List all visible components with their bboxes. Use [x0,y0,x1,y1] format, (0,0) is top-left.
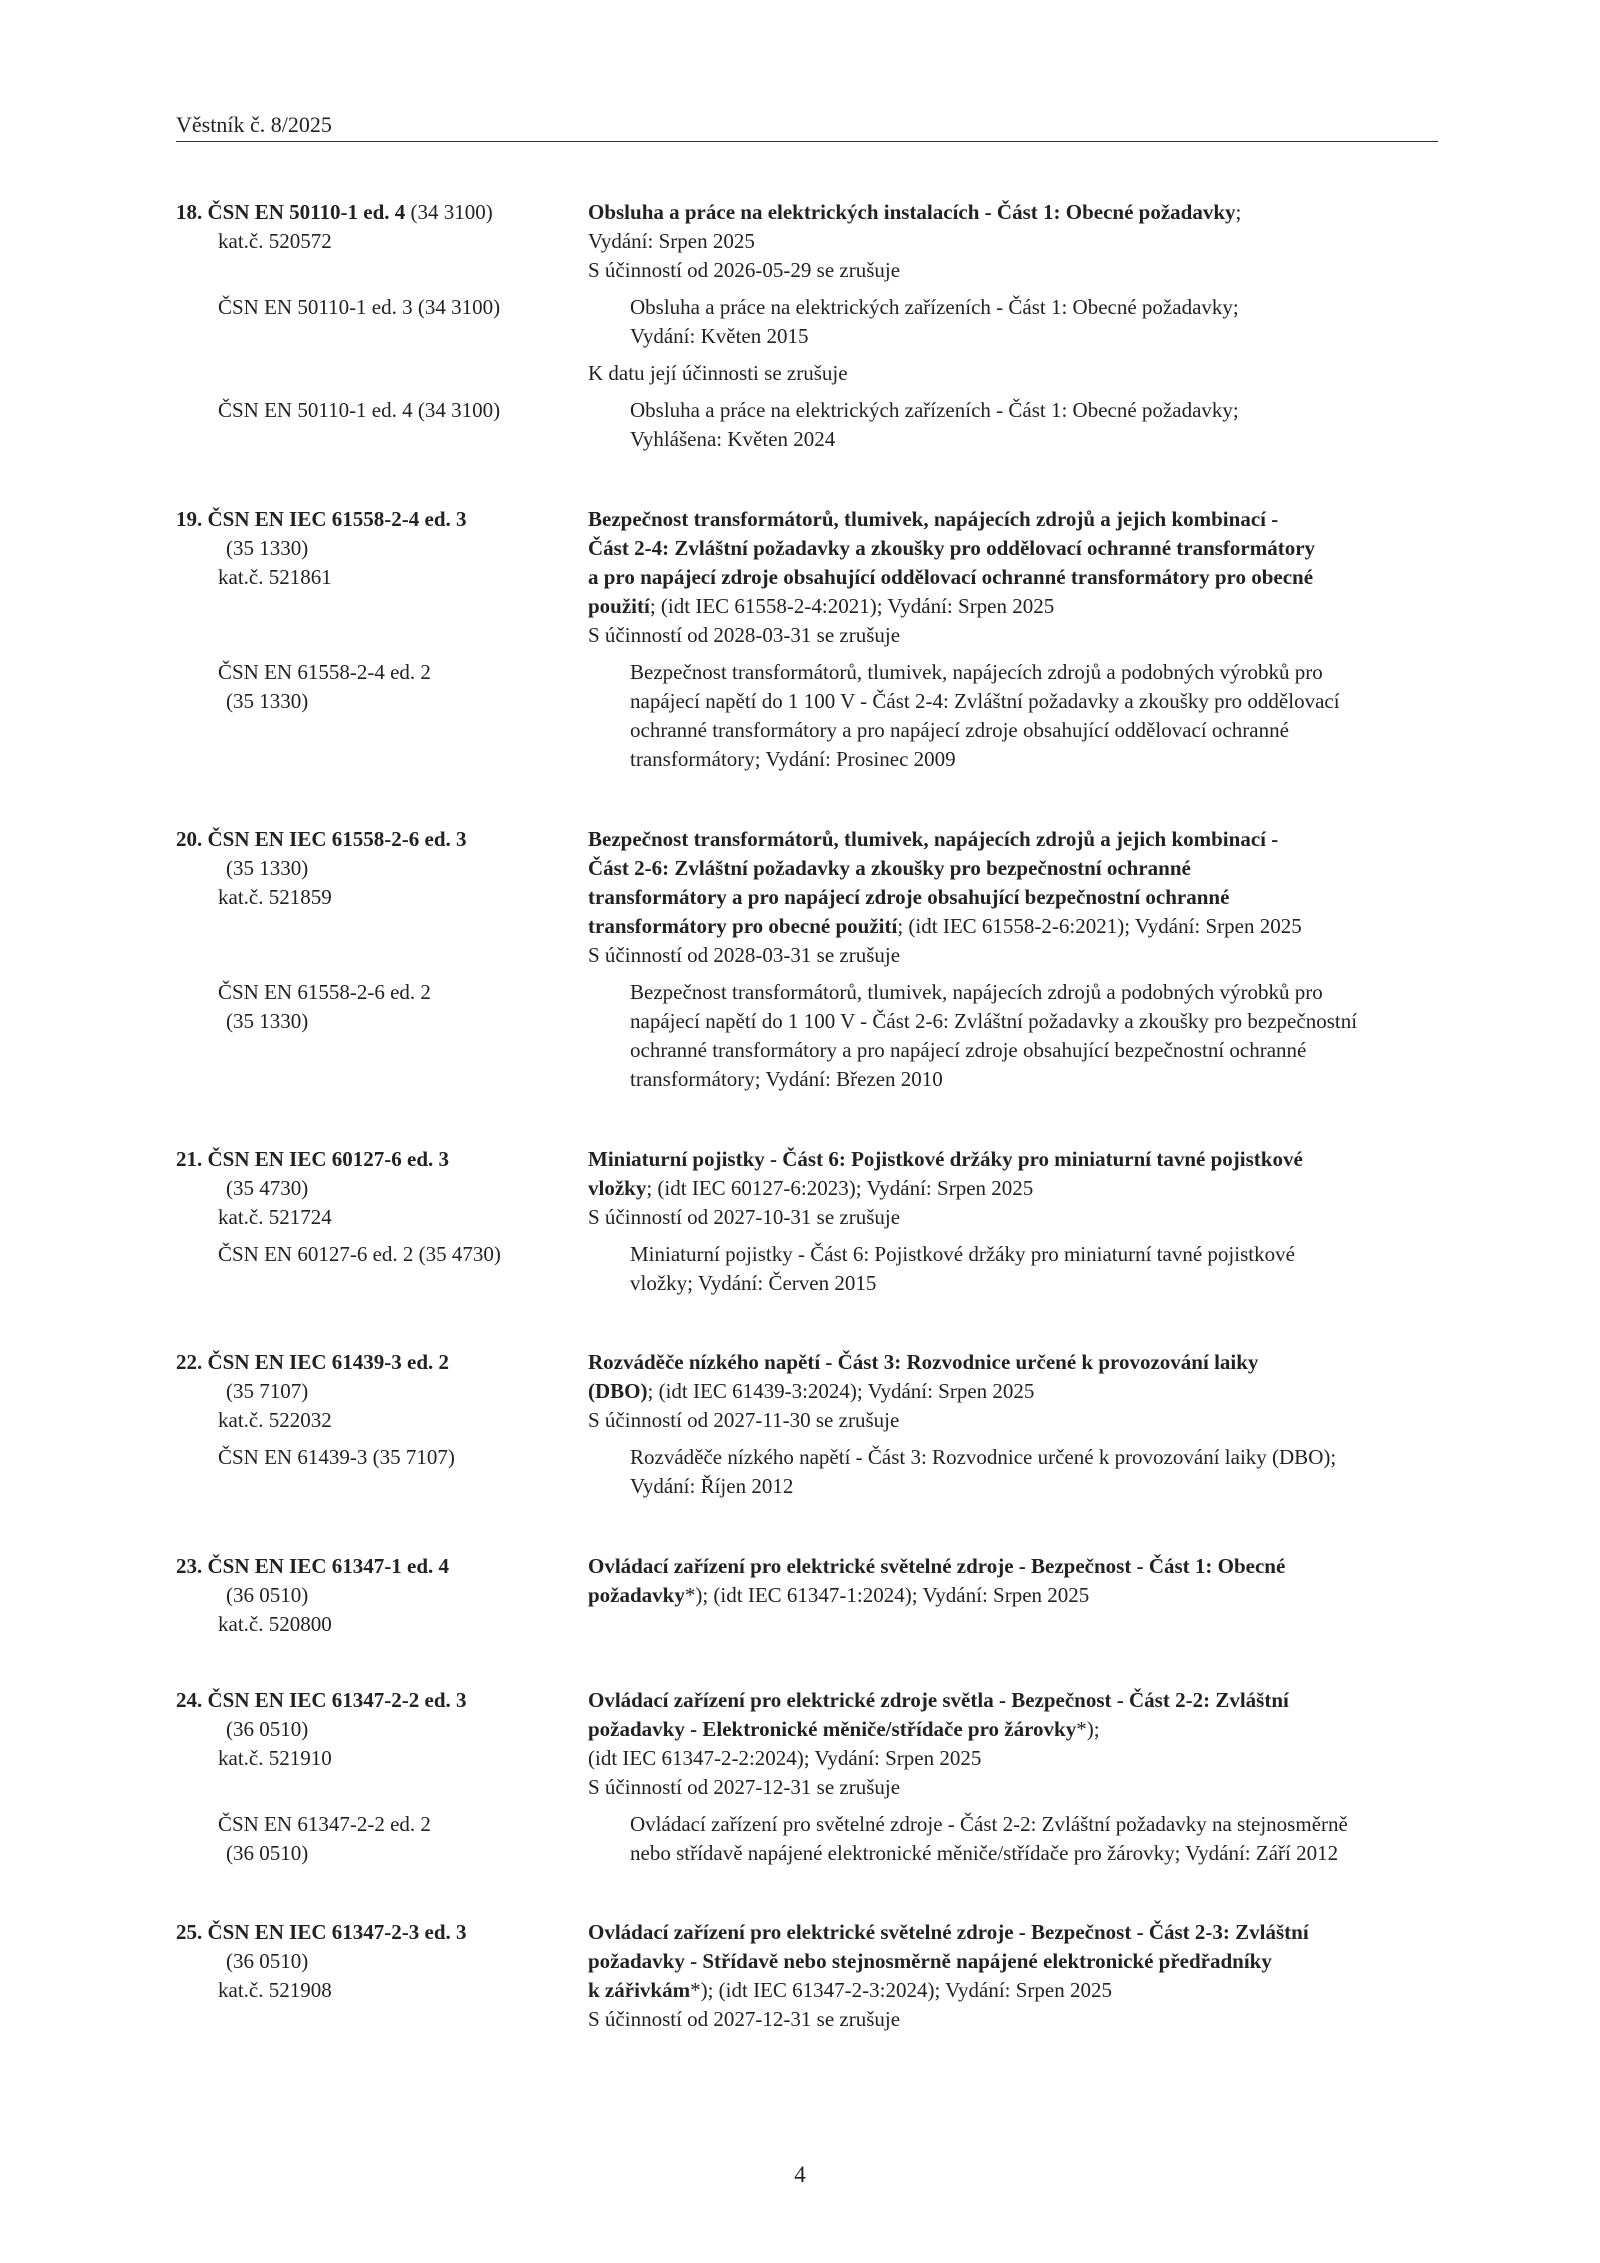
entry-25 [176,1918,1438,2034]
entry-23 [176,1552,1438,1639]
standard-id: 20. ČSN EN IEC 61558-2-6 ed. 3 (35 1330) kat.č. 521859 [176,827,467,909]
entry-22 [176,1348,1438,1501]
standard-id: 21. ČSN EN IEC 60127-6 ed. 3 (35 4730) kat.č. 521724 [176,1147,450,1229]
entry-24 [176,1686,1438,1868]
standard-id: 25. ČSN EN IEC 61347-2-3 ed. 3 (36 0510) kat.č. 521908 [176,1920,467,2002]
replaced-standard-description: Bezpečnost transformátorů, tlumivek, napájecích zdrojů a podobných výrobků pro napájecí napětí do 1 100 V - Část 2-6: Zvláštní požadavky a zkoušky pro bezpečnostní ochranné transformátory a pro napájecí zdroje obsahující bezpečnostní ochranné transformátory; Vydání: Březen 2010 [630,980,1358,1091]
replacement-note: K datu její účinnosti se zrušuje [588,361,848,385]
replaced-standard-description: Miniaturní pojistky - Část 6: Pojistkové držáky pro miniaturní tavné pojistkové vložky; Vydání: Červen 2015 [630,1242,1295,1295]
replaced-standard-id: ČSN EN 60127-6 ed. 2 (35 4730) [218,1242,501,1266]
standard-id: 18. ČSN EN 50110-1 ed. 4 (34 3100) kat.č. 520572 [176,200,493,253]
standard-description: Bezpečnost transformátorů, tlumivek, napájecích zdrojů a jejich kombinací - Část 2-6: Zvláštní požadavky a zkoušky pro bezpečnostní ochranné transformátory a pro napájecí zdroje obsahující bezpečnostní ochranné transformátory pro obecné použití; (idt IEC 61558-2-6:2021); Vydání: Srpen 2025 S účinností od 2028-03-31 se zrušuje [588,827,1302,967]
replaced-standard-description: Bezpečnost transformátorů, tlumivek, napájecích zdrojů a podobných výrobků pro napájecí napětí do 1 100 V - Část 2-4: Zvláštní požadavky a zkoušky pro oddělovací ochranné transformátory a pro napájecí zdroje obsahující oddělovací ochranné transformátory; Vydání: Prosinec 2009 [630,660,1340,771]
standard-description: Rozváděče nízkého napětí - Část 3: Rozvodnice určené k provozování laiky (DBO); (idt IEC 61439-3:2024); Vydání: Srpen 2025 S účinností od 2027-11-30 se zrušuje [588,1350,1259,1432]
entry-20 [176,825,1438,1094]
standard-id: 19. ČSN EN IEC 61558-2-4 ed. 3 (35 1330) kat.č. 521861 [176,507,467,589]
replaced-standard-id: ČSN EN 61558-2-4 ed. 2 (35 1330) [218,660,431,713]
replaced-standard-id: ČSN EN 61439-3 (35 7107) [218,1445,455,1469]
page-number: 4 [794,2162,806,2187]
entry-21 [176,1145,1438,1298]
replaced-standard-description: Obsluha a práce na elektrických zařízeních - Část 1: Obecné požadavky; Vydání: Květen 2015 [630,295,1239,348]
standard-description: Obsluha a práce na elektrických instalacích - Část 1: Obecné požadavky; Vydání: Srpen 2025 S účinností od 2026-05-29 se zrušuje [588,200,1242,282]
replaced-standard-description: Rozváděče nízkého napětí - Část 3: Rozvodnice určené k provozování laiky (DBO); Vydání: Říjen 2012 [630,1445,1337,1498]
replaced-standard-description: Ovládací zařízení pro světelné zdroje - Část 2-2: Zvláštní požadavky na stejnosměrně nebo střídavě napájené elektronické měniče/střídače pro žárovky; Vydání: Září 2012 [630,1812,1348,1865]
replaced-standard-id: ČSN EN 50110-1 ed. 4 (34 3100) [218,398,501,422]
standard-description: Miniaturní pojistky - Část 6: Pojistkové držáky pro miniaturní tavné pojistkové vložky; (idt IEC 60127-6:2023); Vydání: Srpen 2025 S účinností od 2027-10-31 se zrušuje [588,1147,1303,1229]
replaced-standard-id: ČSN EN 61347-2-2 ed. 2 (36 0510) [218,1812,431,1865]
page-header [176,110,1438,142]
standard-id: 22. ČSN EN IEC 61439-3 ed. 2 (35 7107) kat.č. 522032 [176,1350,450,1432]
entry-18 [176,198,1438,454]
standard-id: 23. ČSN EN IEC 61347-1 ed. 4 (36 0510) kat.č. 520800 [176,1554,450,1636]
standard-description: Bezpečnost transformátorů, tlumivek, napájecích zdrojů a jejich kombinací - Část 2-4: Zvláštní požadavky a zkoušky pro oddělovací ochranné transformátory a pro napájecí zdroje obsahující oddělovací ochranné transformátory pro obecné použití; (idt IEC 61558-2-4:2021); Vydání: Srpen 2025 S účinností od 2028-03-31 se zrušuje [588,507,1316,647]
standard-id: 24. ČSN EN IEC 61347-2-2 ed. 3 (36 0510) kat.č. 521910 [176,1688,467,1770]
standard-description: Ovládací zařízení pro elektrické světelné zdroje - Bezpečnost - Část 1: Obecné požadavky*); (idt IEC 61347-1:2024); Vydání: Srpen 2025 [588,1554,1286,1607]
entry-19 [176,505,1438,774]
standard-description: Ovládací zařízení pro elektrické světelné zdroje - Bezpečnost - Část 2-3: Zvláštní požadavky - Střídavě nebo stejnosměrně napájené elektronické předřadníky k zářivkám*); (idt IEC 61347-2-3:2024); Vydání: Srpen 2025 S účinností od 2027-12-31 se zrušuje [588,1920,1309,2031]
replaced-standard-id: ČSN EN 50110-1 ed. 3 (34 3100) [218,295,501,319]
replaced-standard-id: ČSN EN 61558-2-6 ed. 2 (35 1330) [218,980,431,1033]
page-footer [0,2160,1600,2189]
bulletin-title: Věstník č. 8/2025 [176,112,332,137]
standard-description: Ovládací zařízení pro elektrické zdroje světla - Bezpečnost - Část 2-2: Zvláštní požadavky - Elektronické měniče/střídače pro žárovky*); (idt IEC 61347-2-2:2024); Vydání: Srpen 2025 S účinností od 2027-12-31 se zrušuje [588,1688,1289,1799]
replaced-standard-description: Obsluha a práce na elektrických zařízeních - Část 1: Obecné požadavky; Vyhlášena: Květen 2024 [630,398,1239,451]
